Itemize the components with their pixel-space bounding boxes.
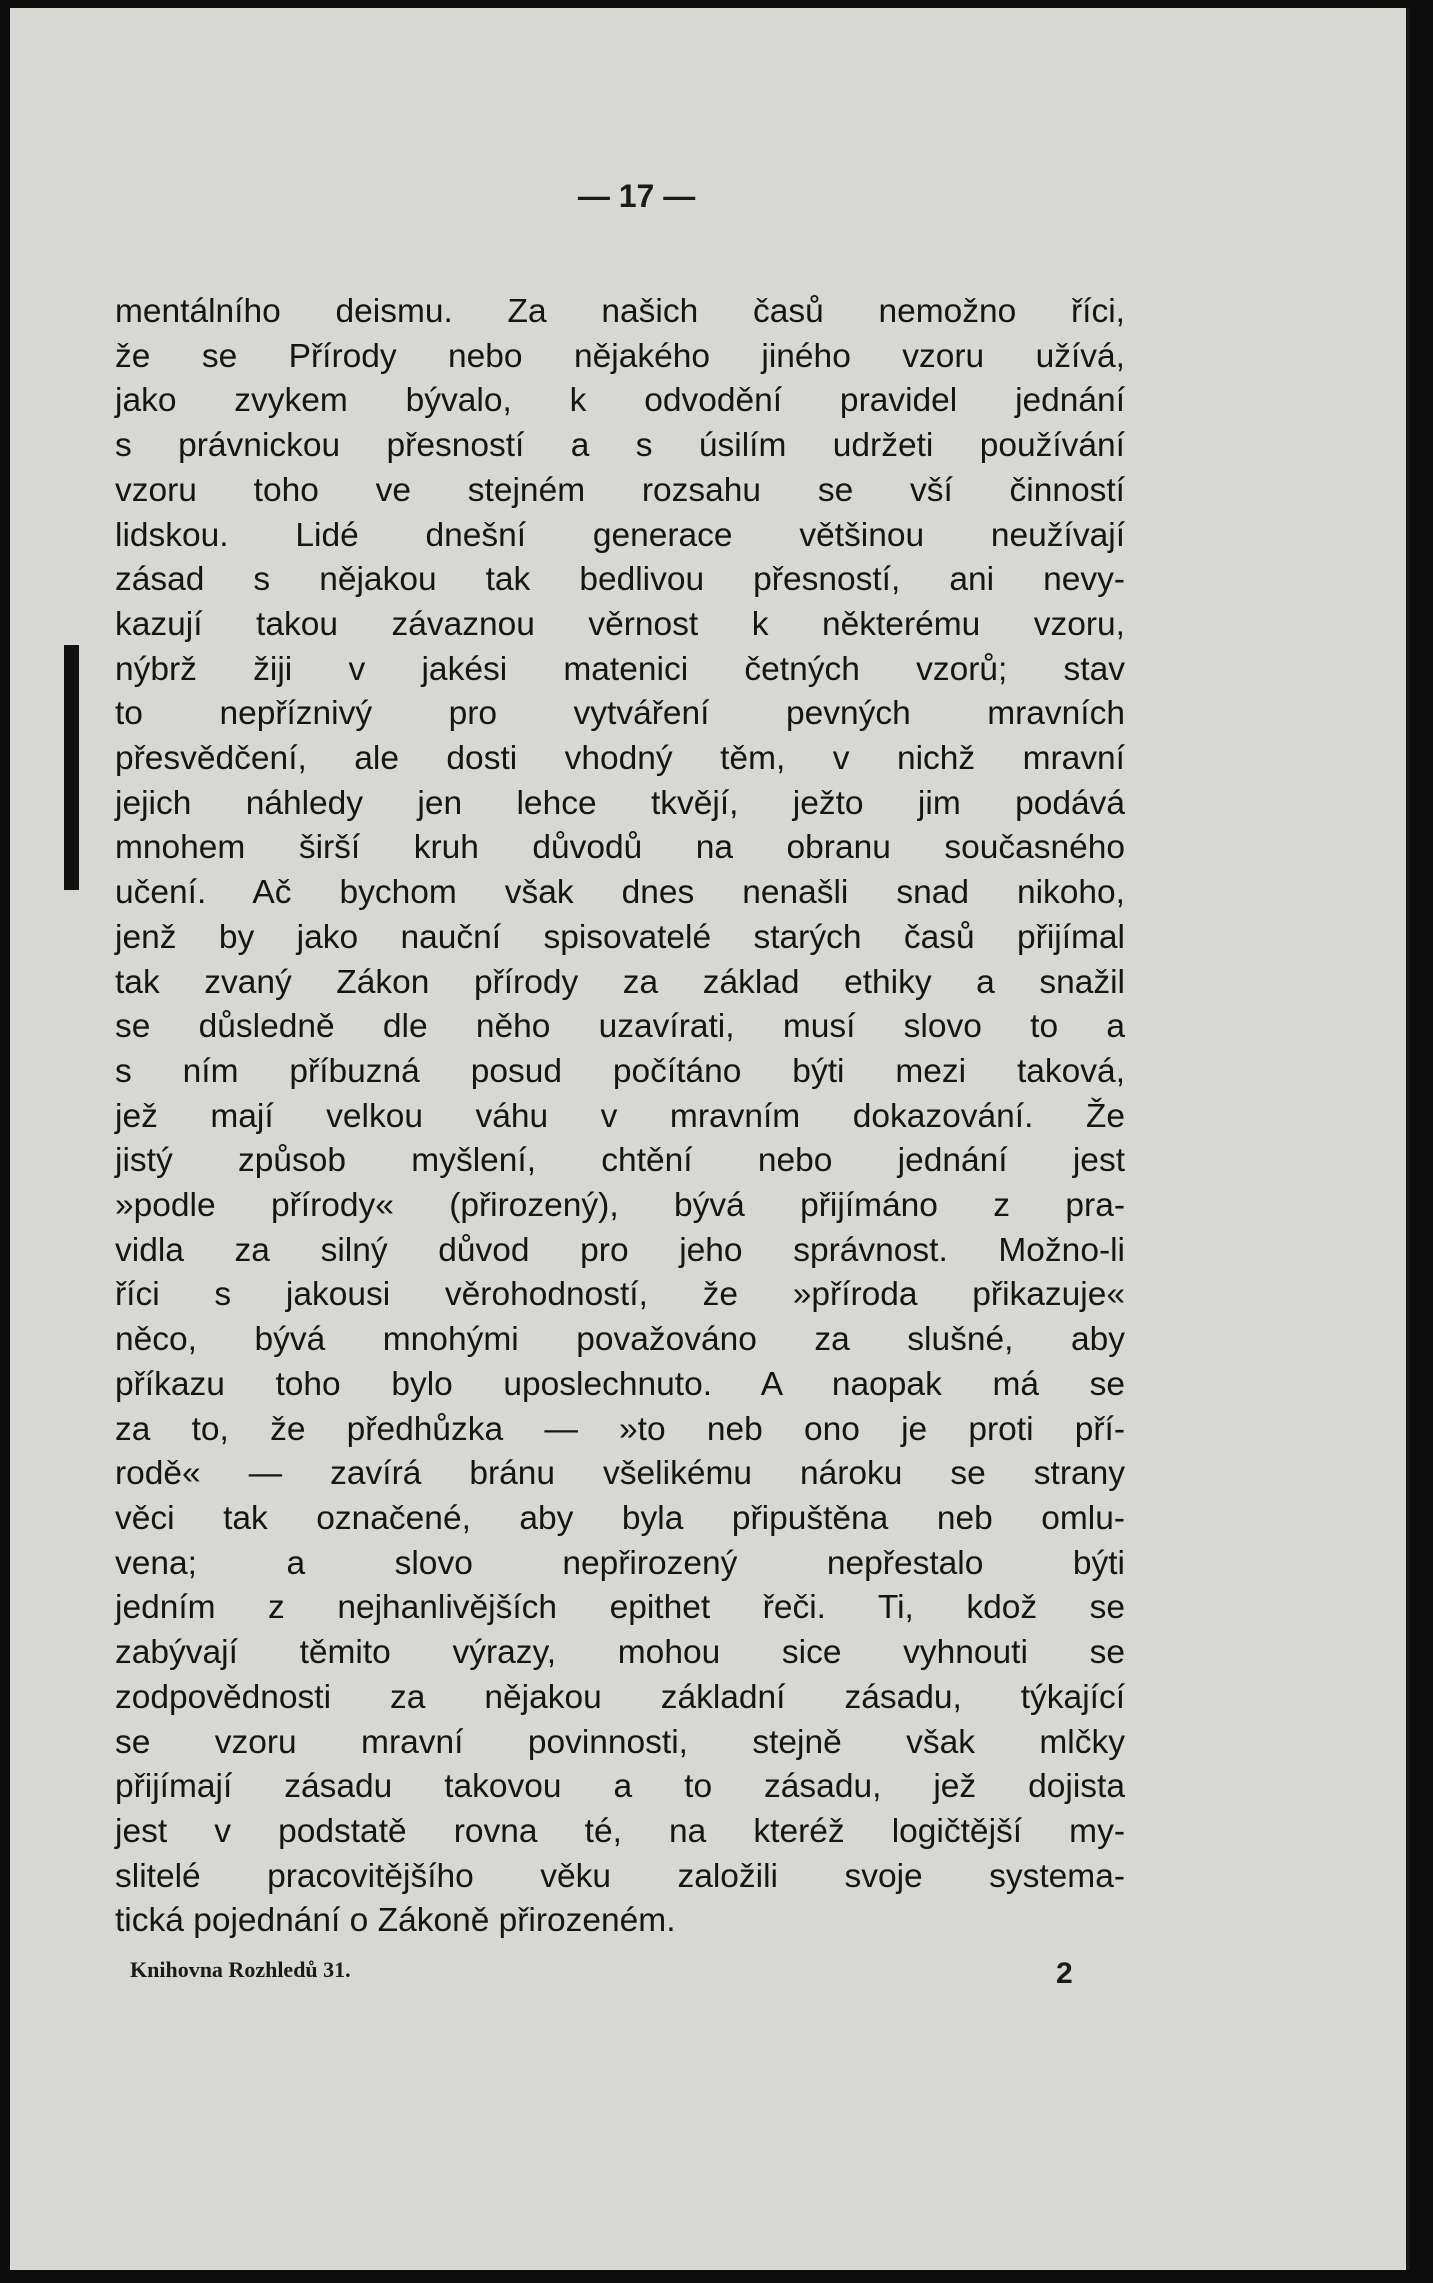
footer-signature-number: 2 [1056,1957,1073,1990]
text-line: mentálního deismu. Za našich časů nemožno říci, [115,293,1125,330]
page-number: — 17 — [577,178,696,214]
footer-series-label: Knihovna Rozhledů 31. [130,1957,351,1982]
text-line: věci tak označené, aby byla připuštěna neb omlu- [115,1499,1125,1537]
text-line: jež mají velkou váhu v mravním dokazování. Že [115,1097,1125,1135]
scanned-page [10,8,1410,2270]
body-text [115,290,1125,1944]
text-line: vena; a slovo nepřirozený nepřestalo býti [115,1544,1125,1582]
text-line: že se Přírody nebo nějakého jiného vzoru užívá, [115,337,1125,375]
text-line: to nepříznivý pro vytváření pevných mravních [115,695,1125,733]
text-line: »podle přírody« (přirozený), bývá přijímáno z pra- [115,1187,1125,1225]
text-line: zásad s nějakou tak bedlivou přesností, ani nevy- [115,561,1125,599]
text-line: mnohem širší kruh důvodů na obranu současného [115,829,1125,867]
text-line: tická pojednání o Zákoně přirozeném. [115,1902,676,1940]
text-line: učení. Ač bychom však dnes nenašli snad nikoho, [115,874,1125,912]
text-line: se důsledně dle něho uzavírati, musí slovo to a [115,1008,1125,1046]
text-line: s ním příbuzná posud počítáno býti mezi taková, [115,1052,1125,1090]
text-line: jest v podstatě rovna té, na kteréž logičtější my- [115,1812,1125,1850]
text-line: rodě« — zavírá bránu všelikému nároku se strany [115,1455,1125,1493]
text-line: zodpovědnosti za nějakou základní zásadu, týkající [115,1678,1125,1716]
text-line: něco, bývá mnohými považováno za slušné, aby [115,1321,1125,1359]
text-line: jejich náhledy jen lehce tkvějí, ježto jim podává [115,784,1125,822]
text-line: se vzoru mravní povinnosti, stejně však mlčky [115,1723,1125,1761]
text-line: nýbrž žiji v jakési matenici četných vzorů; stav [115,650,1125,688]
text-line: kazují takou závaznou věrnost k některému vzoru, [115,605,1125,643]
text-line: lidskou. Lidé dnešní generace většinou neužívají [115,516,1125,554]
text-line: příkazu toho bylo uposlechnuto. A naopak má se [115,1365,1125,1403]
text-line: vidla za silný důvod pro jeho správnost. Možno-li [115,1231,1125,1269]
text-line: tak zvaný Zákon přírody za základ ethiky a snažil [115,963,1125,1001]
text-line: jenž by jako nauční spisovatelé starých časů přijímal [115,918,1125,956]
margin-mark [64,645,79,890]
text-line: slitelé pracovitějšího věku založili svoje systema- [115,1857,1125,1895]
text-line: vzoru toho ve stejném rozsahu se vší činností [115,471,1125,509]
text-line: říci s jakousi věrohodností, že »příroda přikazuje« [115,1276,1125,1314]
text-line: za to, že předhůzka — »to neb ono je proti pří- [115,1410,1125,1448]
text-line: jistý způsob myšlení, chtění nebo jednání jest [115,1142,1125,1180]
text-line: zabývají těmito výrazy, mohou sice vyhnouti se [115,1634,1125,1672]
text-line: s právnickou přesností a s úsilím udržeti používání [115,427,1125,465]
text-line: jako zvykem bývalo, k odvodění pravidel jednání [115,382,1125,420]
text-line: přijímají zásadu takovou a to zásadu, jež dojista [115,1768,1125,1806]
text-line: přesvědčení, ale dosti vhodný těm, v nichž mravní [115,740,1125,778]
text-line: jedním z nejhanlivějších epithet řeči. Ti, kdož se [115,1589,1125,1627]
